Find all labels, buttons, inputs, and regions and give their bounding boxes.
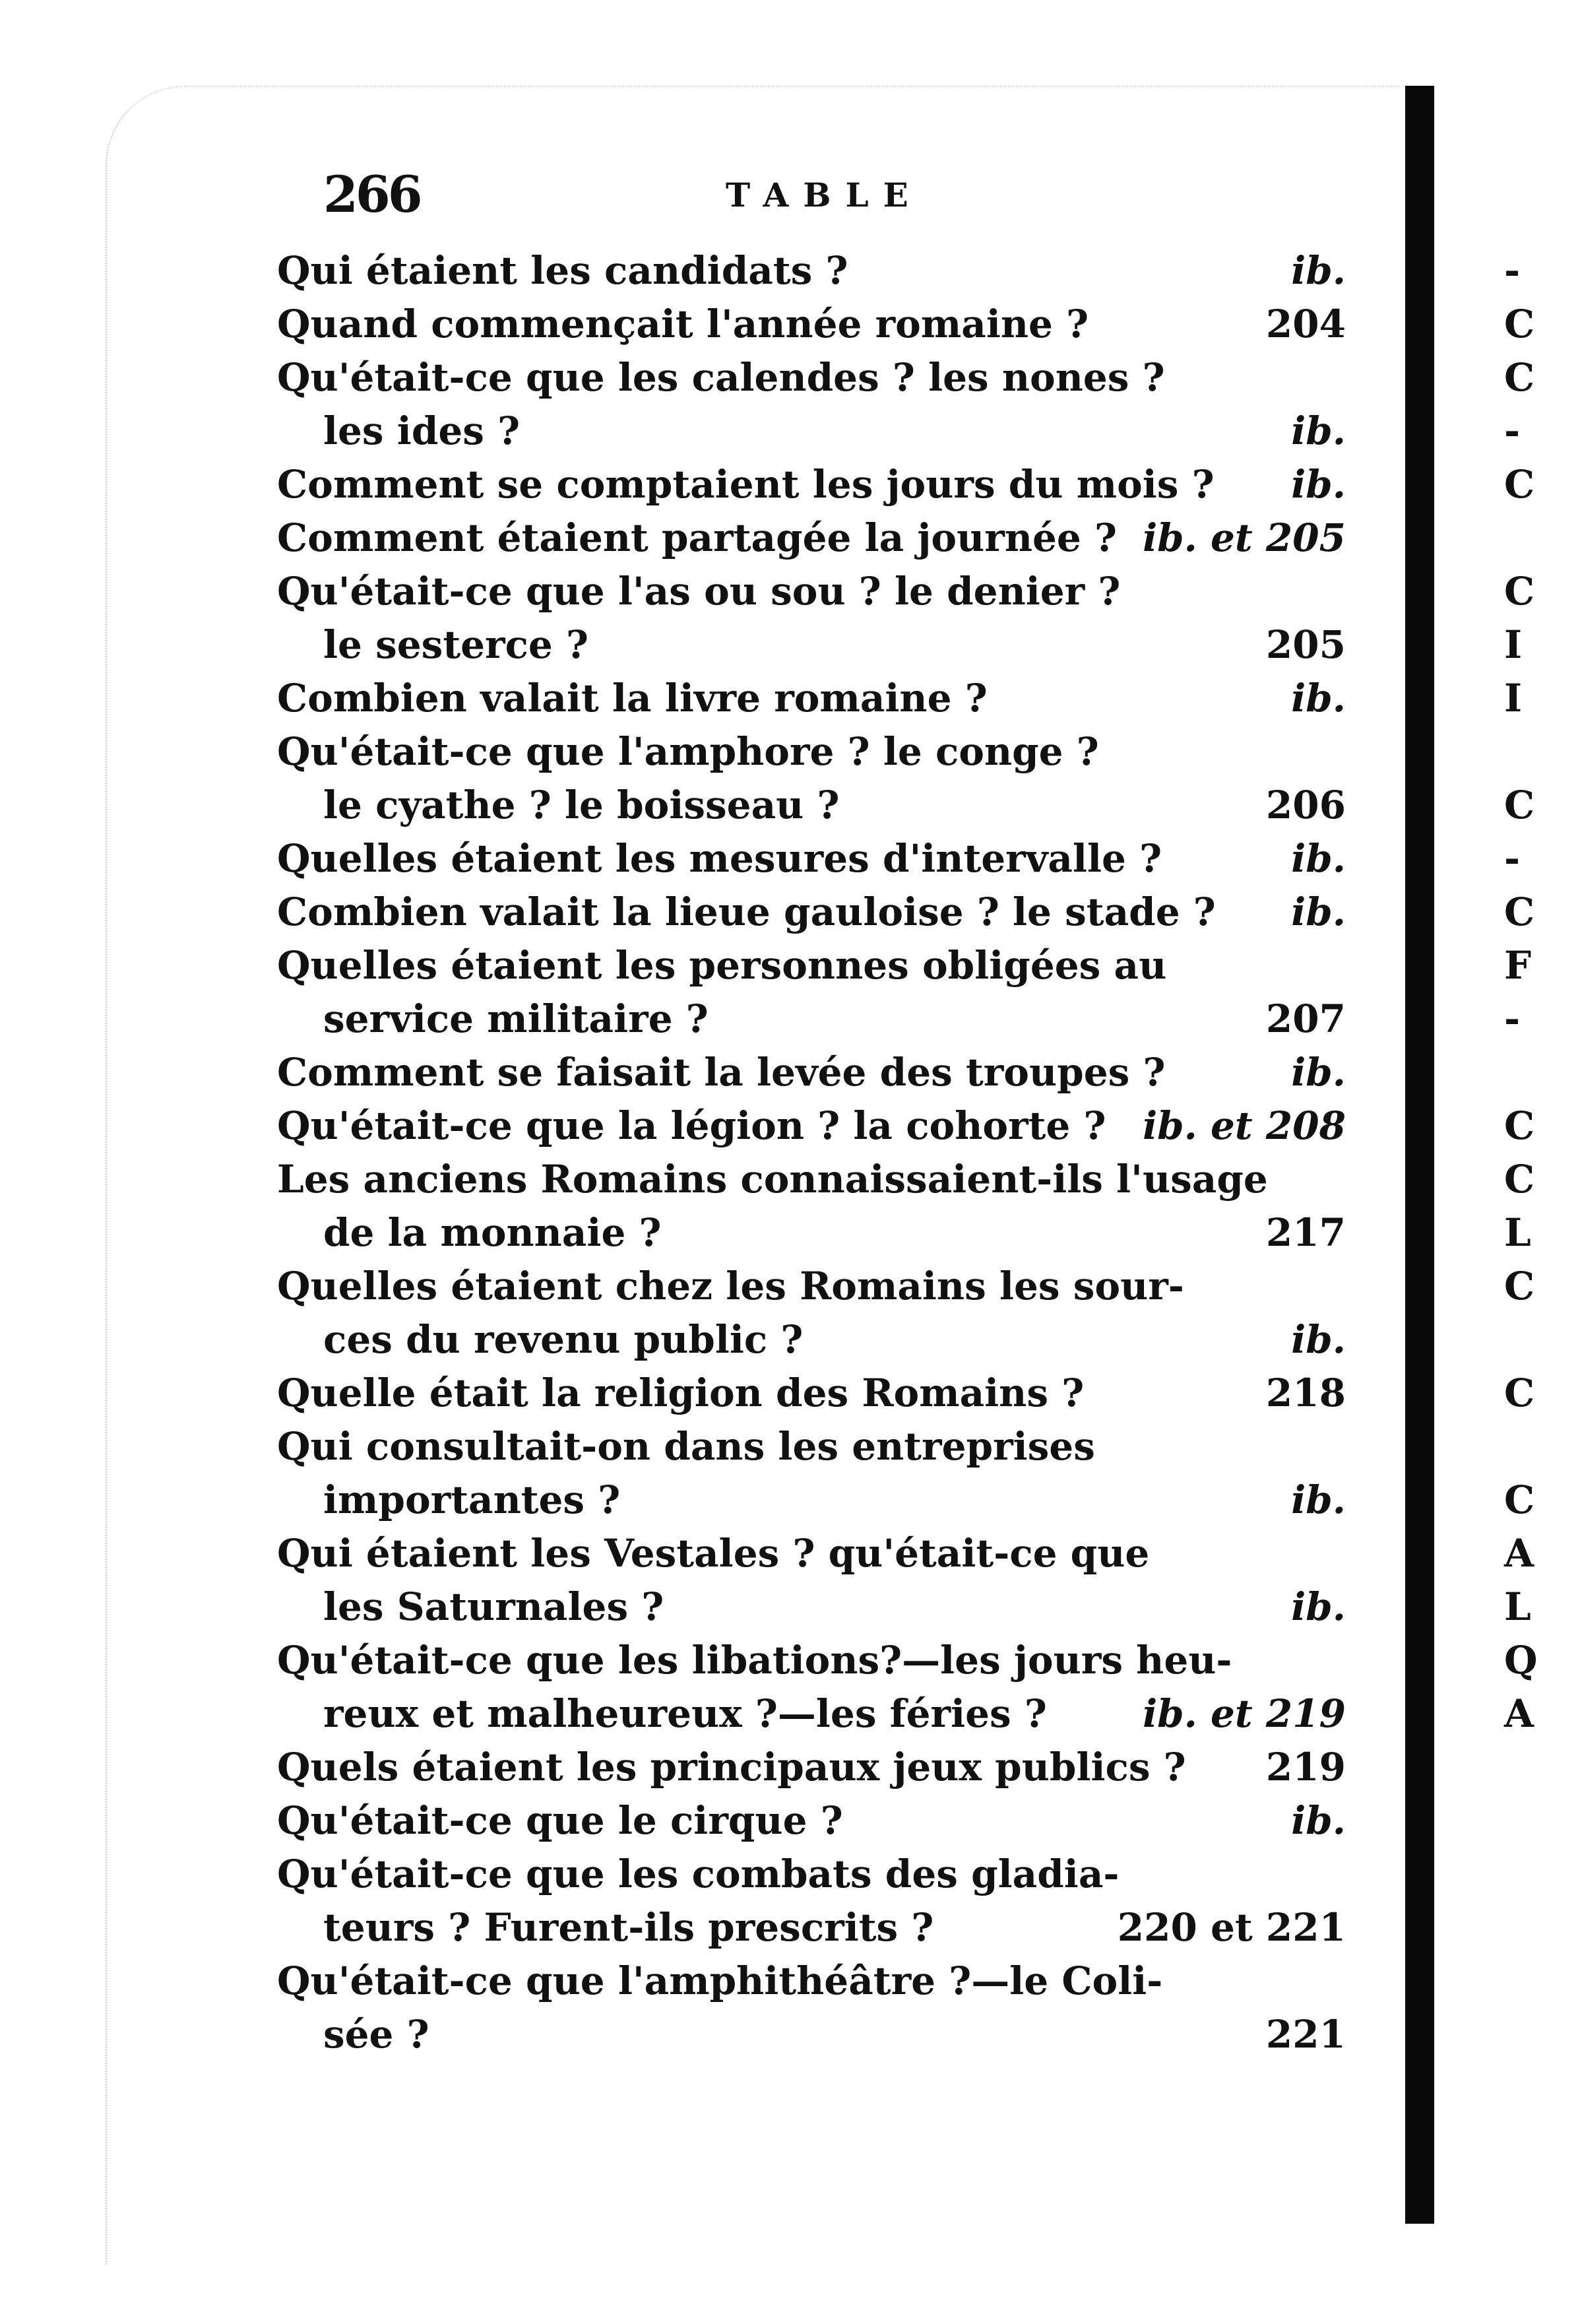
margin-letter: I [1504, 676, 1523, 721]
toc-entry [277, 1741, 1359, 1794]
toc-page-ref: ib. [1291, 248, 1346, 293]
margin-letter: - [1504, 408, 1521, 453]
margin-letter: Q [1504, 1638, 1538, 1683]
toc-entry-line: Qui étaient les Vestales ? qu'était-ce que [277, 1531, 1150, 1576]
toc-entry-line: Quelles étaient chez les Romains les sour- [277, 1264, 1184, 1308]
page-header [310, 152, 1339, 231]
toc-entry [277, 672, 1359, 725]
toc-page-ref: ib. [1291, 836, 1346, 881]
margin-letter: L [1504, 1584, 1531, 1629]
toc-entry-line: Combien valait la lieue gauloise ? le stade ? [277, 889, 1216, 934]
toc-entry-line: Qu'était-ce que les calendes ? les nones ? [277, 355, 1165, 400]
margin-letter: A [1504, 1531, 1534, 1576]
margin-letter: L [1504, 1210, 1531, 1255]
toc-entry [277, 1420, 1359, 1527]
margin-letter: C [1504, 1264, 1535, 1308]
toc-entry-line: Qu'était-ce que l'amphore ? le conge ? [277, 729, 1099, 774]
toc-entry [277, 832, 1359, 886]
toc-entry-line: ces du revenu public ? [323, 1317, 804, 1362]
margin-letter: C [1504, 1157, 1535, 1202]
toc-entry [277, 1046, 1359, 1099]
toc-entry [277, 886, 1359, 939]
toc-page-ref: ib. [1291, 462, 1346, 507]
binding-gutter [1405, 86, 1434, 2224]
toc-entry-line: sée ? [323, 2012, 429, 2057]
margin-letter: C [1504, 783, 1535, 827]
toc-entry-line: Qu'était-ce que les combats des gladia- [277, 1852, 1120, 1896]
margin-letter: - [1504, 996, 1521, 1041]
toc-entry [277, 1848, 1359, 1954]
toc-entry-line: Quelle était la religion des Romains ? [277, 1371, 1085, 1415]
margin-letter: A [1504, 1691, 1534, 1736]
toc-page-ref: 205 [1265, 622, 1346, 667]
toc-page-ref: ib. [1291, 889, 1346, 934]
toc-entry-line: Qui étaient les candidats ? [277, 248, 848, 293]
toc-entry [277, 565, 1359, 672]
toc-page-ref: ib. et 205 [1143, 515, 1346, 560]
table-of-contents [277, 244, 1359, 2061]
margin-letter: C [1504, 462, 1535, 507]
toc-entry-line: Quelles étaient les mesures d'intervalle ? [277, 836, 1162, 881]
margin-letter: C [1504, 1103, 1535, 1148]
toc-entry-line: teurs ? Furent-ils prescrits ? [323, 1905, 934, 1950]
toc-page-ref: 204 [1265, 302, 1346, 346]
toc-entry-line: Combien valait la livre romaine ? [277, 676, 988, 721]
toc-entry-line: Quelles étaient les personnes obligées au [277, 943, 1167, 988]
toc-page-ref: 220 et 221 [1117, 1905, 1346, 1950]
margin-letter: F [1504, 943, 1532, 988]
toc-entry [277, 1260, 1359, 1367]
page-number: 266 [323, 165, 420, 224]
toc-entry-line: Comment se comptaient les jours du mois ? [277, 462, 1215, 507]
margin-letter: C [1504, 889, 1535, 934]
toc-page-ref: ib. [1291, 408, 1346, 453]
toc-entry-line: Quand commençait l'année romaine ? [277, 302, 1089, 346]
toc-entry-line: Qui consultait-on dans les entreprises [277, 1424, 1095, 1469]
running-title: TABLE [726, 176, 923, 214]
margin-letter: C [1504, 355, 1535, 400]
toc-entry-line: de la monnaie ? [323, 1210, 662, 1255]
toc-page-ref: 219 [1265, 1745, 1346, 1790]
toc-entry [277, 458, 1359, 511]
toc-entry [277, 1634, 1359, 1741]
toc-page-ref: ib. et 219 [1143, 1691, 1346, 1736]
toc-entry-line: le sesterce ? [323, 622, 588, 667]
toc-entry-line: Qu'était-ce que l'as ou sou ? le denier ? [277, 569, 1121, 614]
toc-entry [277, 939, 1359, 1046]
margin-letter: - [1504, 248, 1521, 293]
toc-entry [277, 1954, 1359, 2061]
margin-letter: - [1504, 836, 1521, 881]
toc-entry-line: reux et malheureux ?—les féries ? [323, 1691, 1047, 1736]
toc-entry [277, 1099, 1359, 1153]
toc-page-ref: 206 [1265, 783, 1346, 827]
toc-entry-line: Qu'était-ce que les libations?—les jours heu- [277, 1638, 1232, 1683]
toc-page-ref: ib. [1291, 676, 1346, 721]
toc-page-ref: ib. [1291, 1584, 1346, 1629]
toc-entry-line: Comment étaient partagée la journée ? [277, 515, 1117, 560]
margin-letter: C [1504, 1477, 1535, 1522]
toc-page-ref: 207 [1265, 996, 1346, 1041]
toc-entry [277, 351, 1359, 458]
toc-entry-line: Qu'était-ce que la légion ? la cohorte ? [277, 1103, 1106, 1148]
toc-entry-line: service militaire ? [323, 996, 709, 1041]
toc-entry-line: importantes ? [323, 1477, 621, 1522]
toc-entry-line: les Saturnales ? [323, 1584, 664, 1629]
toc-page-ref: 221 [1265, 2012, 1346, 2057]
toc-entry [277, 1794, 1359, 1848]
toc-entry-line: Comment se faisait la levée des troupes ? [277, 1050, 1166, 1095]
margin-letter: C [1504, 569, 1535, 614]
toc-entry [277, 1153, 1359, 1260]
toc-entry [277, 298, 1359, 351]
toc-page-ref: 218 [1265, 1371, 1346, 1415]
toc-entry [277, 511, 1359, 565]
toc-page-ref: ib. [1291, 1798, 1346, 1843]
toc-entry-line: Qu'était-ce que le cirque ? [277, 1798, 843, 1843]
toc-page-ref: ib. [1291, 1477, 1346, 1522]
toc-entry-line: Les anciens Romains connaissaient-ils l'usage [277, 1157, 1268, 1202]
margin-letter: C [1504, 302, 1535, 346]
margin-letter: C [1504, 1371, 1535, 1415]
toc-entry-line: le cyathe ? le boisseau ? [323, 783, 840, 827]
toc-entry-line: Qu'était-ce que l'amphithéâtre ?—le Coli- [277, 1958, 1163, 2003]
margin-letter: I [1504, 622, 1523, 667]
toc-page-ref: ib. [1291, 1317, 1346, 1362]
toc-page-ref: ib. [1291, 1050, 1346, 1095]
toc-entry [277, 1367, 1359, 1420]
toc-entry [277, 1527, 1359, 1634]
toc-page-ref: 217 [1265, 1210, 1346, 1255]
toc-entry-line: Quels étaient les principaux jeux publics ? [277, 1745, 1186, 1790]
toc-entry [277, 244, 1359, 298]
toc-entry-line: les ides ? [323, 408, 521, 453]
toc-page-ref: ib. et 208 [1143, 1103, 1346, 1148]
toc-entry [277, 725, 1359, 832]
